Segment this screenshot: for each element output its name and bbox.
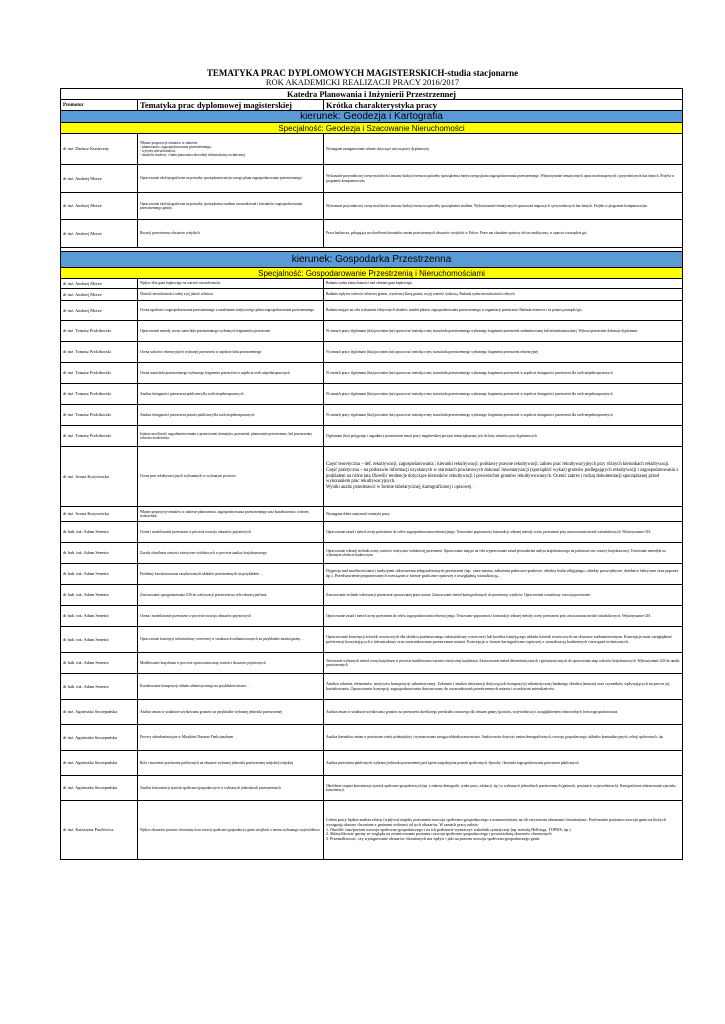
topic-cell: Opracowanie ekofizjograficzne na potrzeby sporządzania studium uwarunkowań i kierunków zagospodarowania przestrzennego gminy. <box>138 193 324 220</box>
description-cell: Wykonanie przyrodniczej oceny możliwości zmiany funkcji terenu na potrzeby sporządzania studium. Wykorzystanie tematycznych opracowań mapowych i przyrodniczych baz danych. Projekt w programie komputerowym. <box>324 193 683 220</box>
promotor-cell: dr hab. inż. Adam Senetra <box>61 543 138 564</box>
table-row <box>61 447 683 507</box>
promotor-cell: dr inż. Agnieszka Szczepańska <box>61 751 138 776</box>
topic-cell: Opracowanie koncepcji infrastruktury rowerowej w strukturach zurbanizowanych na przykładzie miasta/gminy… <box>138 627 324 653</box>
promotor-cell: dr hab. inż. Adam Senetra <box>61 627 138 653</box>
description-cell: Praca badawcza, polegająca na określeniu kierunków zmian przestrzennych obszarów wiejskich w Polsce. Prace ma charakter opisowy ale też analityczny, w oparciu o narzędzie gis. <box>324 220 683 248</box>
specialty-title: Specjalność: Gospodarowanie Przestrzenią i Nieruchomościami <box>61 268 683 279</box>
description-cell: Określenie stopnia koncentracji zjawisk społeczno-gospodarczych (np. z zakresu demografii, rynku pracy, edukacji, itp.) w wybranych jednostkach przestrzennych (gminach, powiatach, województwach). Kartograficzne zobrazowanie zjawiska koncentracji. <box>324 776 683 801</box>
specialty-row <box>61 123 683 134</box>
description-cell: Analiza przestrzeni publicznych wybranej jednostki przestrzennej pod kątem zaspokojenia potrzeb społecznych. Sposoby i kierunki zagospodarowania przestrzeni publicznych. <box>324 751 683 776</box>
description-cell: Analiza kierunków zmian w przestrzeni strefy podmiejskiej i wymiarowanie zasięgu oddziaływania miasta. Analiza może dotyczyć zmian demograficznych, rozwoju gospodarczego, układów komunikacyjnych, relacji społecznych, itp. <box>324 725 683 751</box>
table-row <box>61 134 683 165</box>
topic-cell: Wpływ złóż gazu łupkowego na wartość nieruchomości. <box>138 279 324 289</box>
table-row <box>61 674 683 700</box>
description-cell: Zastosowanie techniki waloryzacji przestrzeni opracowanej przez autora. Zastosowanie metod kartograficznych do prezentacji wyników. Opracowanie scenariuszy rozwoju przestrzeni. <box>324 585 683 606</box>
topic-cell: Istnieje możliwość uzgodnienia tematu z promotorem (tematyka: przestrzeń, planowanie przestrzenne, ład przestrzenny ochrona środowiska. <box>138 426 324 447</box>
table-row <box>61 700 683 725</box>
description-cell: Opracowanie własnej techniki oceny wartości estetyczno-widokowej przestrzeni. Opracowanie mające na celu wypracowanie zasad prowadzenia audytu krajobrazowego na podstawie tzw. ustawy krajobrazowej. Testowanie metodyki na wybranym obiekcie badawczym. <box>324 543 683 564</box>
table-row <box>61 585 683 606</box>
promotor-cell: dr inż. Agnieszka Szczepańska <box>61 776 138 801</box>
table-row <box>61 321 683 342</box>
description-cell: Badania wpływu wartości rolniczej gruntu, wyrażonej klasą gruntu, na jej wartość rynkową. Badania rynku nieruchomości rolnych. <box>324 289 683 301</box>
topic-cell: Rozwój przestrzenny obszarów wiejskich <box>138 220 324 248</box>
direction-title: kierunek: Gospodarka Przestrzenna <box>61 252 683 268</box>
description-cell: Badania mające na celu wykazanie faktycznych skutków ustaleń planów zagospodarowania przestrzennego w organizacji przestrzeni. Badania terenowe i za pomocą narzędzi gis. <box>324 301 683 321</box>
promotor-cell: dr inż. Andrzej Morze <box>61 193 138 220</box>
promotor-cell: dr hab. inż. Adam Senetra <box>61 653 138 674</box>
table-row <box>61 564 683 585</box>
department-name: Katedra Planowania i Inżynierii Przestrzennej <box>61 89 683 100</box>
promotor-cell: dr hab. inż. Adam Senetra <box>61 564 138 585</box>
specialty-title: Specjalność: Geodezja i Szacowanie Nieruchomości <box>61 123 683 134</box>
promotor-cell: dr inż. Tomasz Podciborski <box>61 426 138 447</box>
promotor-cell: dr hab. inż. Adam Senetra <box>61 522 138 543</box>
table-row <box>61 627 683 653</box>
table-row <box>61 363 683 384</box>
topic-cell: Analiza koncentracji zjawisk społeczno-gospodarczych w wybranych jednostkach przestrzennych <box>138 776 324 801</box>
topic-cell: Ocena stanu ładu przestrzennego wybranego fragmentu przestrzeni w aspekcie osób niepełnosprawnych <box>138 363 324 384</box>
table-row <box>61 653 683 674</box>
document-subtitle: ROK AKADEMICKI REALIZACJI PRACY 2016/2017 <box>265 77 460 87</box>
description-cell: Badania rynku nieruchomości nad złożami gazu łupkowego. <box>324 279 683 289</box>
table-row <box>61 289 683 301</box>
table-row <box>61 165 683 193</box>
promotor-cell: dr inż. Tomasz Podciborski <box>61 384 138 405</box>
specialty-row <box>61 268 683 279</box>
promotor-cell: dr inż. Tomasz Podciborski <box>61 363 138 384</box>
topic-cell: Wartość nieruchomości rolnej a jej jakość rolnicza. <box>138 289 324 301</box>
description-cell: W ramach pracy dyplomant (tka) powinien (na) opracować metodę oceny stanu ładu przestrzennego wybranego fragmentu przestrzeni zurbanizowanej lub niezurbanizowanej. Wybora przestrzeni dokonuje dyplomant. <box>324 321 683 342</box>
topic-cell: Rola i znaczenie przestrzeni publicznych na obszarze wybranej jednostki przestrzennej miejskiej/wiejskiej <box>138 751 324 776</box>
topic-cell: Opracowanie ekofizjograficzne na potrzeby sporządzania miejscowego planu zagospodarowania przestrzennego <box>138 165 324 193</box>
promotor-cell: dr inż. Tomasz Podciborski <box>61 342 138 363</box>
description-cell: Wykonanie przyrodniczej oceny możliwości zmiany funkcji terenu na potrzeby sporządzenia miejscowego planu zagospodarowania przestrzennego. Wykorzystanie tematycznych opracowań mapowych i przyrodniczych baz danych. Projekt w programie komputerowym. <box>324 165 683 193</box>
promotor-cell: dr inż. Andrzej Morze <box>61 165 138 193</box>
description-cell: Opracowanie zasad i metod oceny przestrzeni do celów zagospodarowania rekreacyjnego. Testowanie poprawności konstrukcji własnej metody oceny przestrzeni przy zastosowaniu metod wskaźnikowych. Wykorzystanie GIS. <box>324 522 683 543</box>
promotor-cell: dr hab. inż. Adam Senetra <box>61 674 138 700</box>
description-cell: Dygresja nad możliwościami i tradycjami odtworzenia zdegradowanych przestrzeni (np.. stare miasta, założenia pałacowo-parkowe, obiekty kultu religijnego, obiekty poswojskowe, dzielnice fabryczne oraz poprzez itp.). Przedstawienie proponowanych rozwiązań w formie graficzno-opisowej z uwzględnią wizualizacją... <box>324 564 683 585</box>
promotor-cell: dr inż. Tomasz Podciborski <box>61 405 138 426</box>
topic-cell: Ocena zgodności zagospodarowania przestrzennego z ustaleniami miejscowego planu zagospodarowania przestrzennego. <box>138 301 324 321</box>
topic-cell: Procesy suburbanizacyjne w Miejskim Obszarze Funkcjonalnym <box>138 725 324 751</box>
table-row <box>61 342 683 363</box>
column-header-promotor: Promotor <box>61 100 138 111</box>
topic-cell: Kształtowanie kompozycji układu urbanistycznego na przykładzie miasta… <box>138 674 324 700</box>
promotor-cell: dr inż. Dariusz Konieczny <box>61 134 138 165</box>
direction-row <box>61 252 683 268</box>
topic-cell: Własne propozycje tematów w zakresie: - planowania i zagospodarowania przestrzennego, - wyceny nieruchomości, - skutków budowy i funkcjonowania dowolnej infrastruktury technicznej. <box>138 134 324 165</box>
promotor-cell: dr inż. Iwona Krzywnicka <box>61 507 138 522</box>
table-row <box>61 543 683 564</box>
table-row <box>61 193 683 220</box>
column-header-topic: Tematyka prac dyplomowej magisterskiej <box>138 100 324 111</box>
promotor-cell: dr hab. inż. Adam Senetra <box>61 585 138 606</box>
topic-cell: Analiza dostępności przestrzeni publicznej dla osób niepełnosprawnych <box>138 384 324 405</box>
promotor-cell: dr hab. inż. Adam Senetra <box>61 606 138 627</box>
table-row <box>61 220 683 248</box>
promotor-cell: dr inż. Agnieszka Szczepańska <box>61 700 138 725</box>
direction-row <box>61 111 683 123</box>
topic-cell: Ocena walorów rekreacyjnych wybranej przestrzeni w aspekcie ładu przestrzennego <box>138 342 324 363</box>
topic-cell: Ocena i modelowanie przestrzeni w procesie rozwoju obszarów pojezierzych <box>138 522 324 543</box>
thesis-topics-table <box>60 88 683 860</box>
table-row <box>61 279 683 289</box>
topic-cell: Ocena i modelowanie przestrzeni w procesie rozwoju obszarów pojezierzych <box>138 606 324 627</box>
direction-title: kierunek: Geodezja i Kartografia <box>61 111 683 123</box>
description-cell: W ramach pracy dyplomant (tka) powinien (na) opracować metodę oceny stanu ładu przestrzennego wybranego fragmentu przestrzeni w aspekcie dostępności przestrzeni dla osób niepełnosprawnych <box>324 405 683 426</box>
topic-cell: Wpływ obszarów prawnie chronionych na rozwój społeczno-gospodarczy gmin wiejskich z terenu wybranego województwa <box>138 801 324 860</box>
column-header-description: Krótka charakterystyka pracy <box>324 100 683 111</box>
table-row <box>61 776 683 801</box>
description-cell: Opracowanie koncepcji ścieżek rowerowych dla obiektu pozbawionego infrastruktury rowerowej lub korekta istniejącego układu ścieżek rowerowych na obszarze zurbanizowanym. Koncepcja musi uwzględniać preferencje korzystających z infrastruktury oraz uwarunkowania przestrzenne miasta. Koncepcja w formie kartograficzno-opisowej z wizualizacją konkretnych rozwiązań technicznych. <box>324 627 683 653</box>
description-cell: Opracowanie zasad i metod oceny przestrzeni do celów zagospodarowania rekreacyjnego. Testowanie poprawności konstrukcji własnej metody oceny przestrzeni przy zastosowaniu metod wskaźnikowych. Wykorzystanie GIS. <box>324 606 683 627</box>
description-cell: W ramach pracy dyplomant (tka) powinien (na) opracować metodę oceny stanu ładu przestrzennego wybranego fragmentu przestrzeni rekreacyjnej <box>324 342 683 363</box>
topic-cell: Zasady określania wartości estetyczno-widokowych w procesie analizy krajobrazowego <box>138 543 324 564</box>
table-row <box>61 801 683 860</box>
topic-cell: Problemy kwestionowania zasytkowanych układów przestrzennych na przykładzie … <box>138 564 324 585</box>
description-cell: W ramach pracy dyplomant (tka) powinien (na) opracować metodę oceny stanu ładu przestrzennego wybranego fragmentu przestrzeni w aspekcie dostępności przestrzeni dla osób niepełnosprawnych <box>324 363 683 384</box>
promotor-cell: dr inż. Katarzyna Pawlewicz <box>61 801 138 860</box>
description-cell: Analiza odrzeni, elementów, motywów kompozycji urbanistycznej. Zebranie i analiza informacji dotyczących kompozycji urbanistycznej badanego obiektu (miasta) oraz czynników wpływających na proces jej kształtowania. Opracowanie koncepcji zagospodarowania dostosowany do uwarunkowań przestrzennych miasta i oczekiwań mieszkańców. <box>324 674 683 700</box>
topic-cell: Modelowanie krajobrazu w procesie opracowania map wartości obszarów pojezierzych <box>138 653 324 674</box>
topic-cell: Analiza dostępności przestrzeni pseudo publicznej dla osób niepełnosprawnych <box>138 405 324 426</box>
topic-cell: Ocena prac rekultywacyjnych wykonanych w wybranym powiecie <box>138 447 324 507</box>
table-row <box>61 751 683 776</box>
topic-cell: Zastosowanie oprogramowania GIS do waloryzacji przestrzeni na cele rekreacyjne/inne. <box>138 585 324 606</box>
table-row <box>61 522 683 543</box>
table-row <box>61 725 683 751</box>
promotor-cell: dr inż. Andrzej Morze <box>61 301 138 321</box>
promotor-cell: dr inż. Andrzej Morze <box>61 279 138 289</box>
document-title: TEMATYKA PRAC DYPLOMOWYCH MAGISTERSKICH-studia stacjonarne <box>206 68 519 78</box>
topic-cell: Opracowanie metody oceny stanu ładu przestrzennego wybranych fragmentów przestrzeni <box>138 321 324 342</box>
promotor-cell: dr inż. Andrzej Morze <box>61 220 138 248</box>
description-cell: W ramach pracy dyplomant (tka) powinien (na) opracować metodę oceny stanu ładu przestrzennego wybranego fragmentu przestrzeni w aspekcie dostępności przestrzeni dla osób niepełnosprawnych <box>324 384 683 405</box>
table-row <box>61 426 683 447</box>
table-row <box>61 301 683 321</box>
table-row <box>61 606 683 627</box>
promotor-cell: dr inż. Agnieszka Szczepańska <box>61 725 138 751</box>
description-cell: Część teoretyczna – def. rekultywacji, zagospodarowania ; kierunki rekultywacji; podstawy prawne rekultywacji; zakres prac rekultywacyjnych przy różnych kierunkach rekultywacji. Część praktyczna – na podstawie informacji uzyskanych w starostach powiatowych dokonać inwentaryzacji (sporządzić wykaz) gruntów podlegających rekultywacji i zagospodarowaniu z podziałem na różne lata Określić tendencje dotyczące kierunków rekultywacji i powierzchni gruntów rekultywowanych. Ocenić zakres i rodzaj dokumentacji sporządzanej przed wykonaniem prac rekultywacyjnych. Wyniki analiz przedstawić w formie tabelarycznej, kartograficznej i opisowej. <box>324 447 683 507</box>
description-cell: Testowanie wybranych metod oceny krajobrazu w procesie modelowania wartości estetycznej krajobrazu. Zastosowanie metod deterministycznych i geostatystycznych do opracowania map walorów krajobrazowych. Wykorzystanie GIS do analiz przestrzennych <box>324 653 683 674</box>
promotor-cell: dr inż. Andrzej Morze <box>61 289 138 301</box>
description-cell: Wymagana dobra znajomość tematyki pracy. <box>324 507 683 522</box>
description-cell: Celem pracy będzie analiza relacji (wpływu) między poziomem rozwoju społeczno-gospodarczego a ustanowionymi na ich terytorium obszarami chronionymi. Porównanie poziomu rozwoju gmin na których występują obszary chronione z gminami wolnymi od tych obszarów. W ramach pracy należy: 1. Określić stan/poziom rozwoju społeczno-gospodarczego i na ich podstawie wyznaczyć wskaźnik syntetyczny (np. metodą Hellwiga, TOPSIS, itp.) 2. Sklasyfikować gminy ze względu na zróżnicowanie poziomu rozwoju społeczno-gospodarczego i powierzchnię obszarów chronionych 3. Przeanalizować, czy występowanie obszarów chronionych ma wpływ i jaki na poziom rozwoju społeczno-gospodarczego gmin. <box>324 801 683 860</box>
topic-cell: Analiza zmian w strukturze użytkowania gruntów na przykładzie wybranej jednostki przestrzennej <box>138 700 324 725</box>
table-row <box>61 507 683 522</box>
description-cell: Wymagane zaangażowanie własne dotyczące zarysu pracy dyplomowej <box>324 134 683 165</box>
description-cell: Analiza zmian w strukturze użytkowania gruntów na przestrzeni określonego przedziału czasowego dla obszaru gminy (powiatu, województwa) z uwzględnieniem różnorodnych form zagospodarowania <box>324 700 683 725</box>
description-cell: Dyplomant (tka) przygotuje i uzgadnia z promotorem temat pracy magisterskiej poczym temat zgłaszany jest do bazy tematów prac dyplomowych <box>324 426 683 447</box>
promotor-cell: dr inż. Iwona Krzywnicka <box>61 447 138 507</box>
promotor-cell: dr inż. Tomasz Podciborski <box>61 321 138 342</box>
table-row <box>61 405 683 426</box>
table-row <box>61 384 683 405</box>
topic-cell: Własne propozycje tematów w zakresie planowania i zagospodarowania przestrzennego oraz kształtowania i ochrony środowiska. <box>138 507 324 522</box>
